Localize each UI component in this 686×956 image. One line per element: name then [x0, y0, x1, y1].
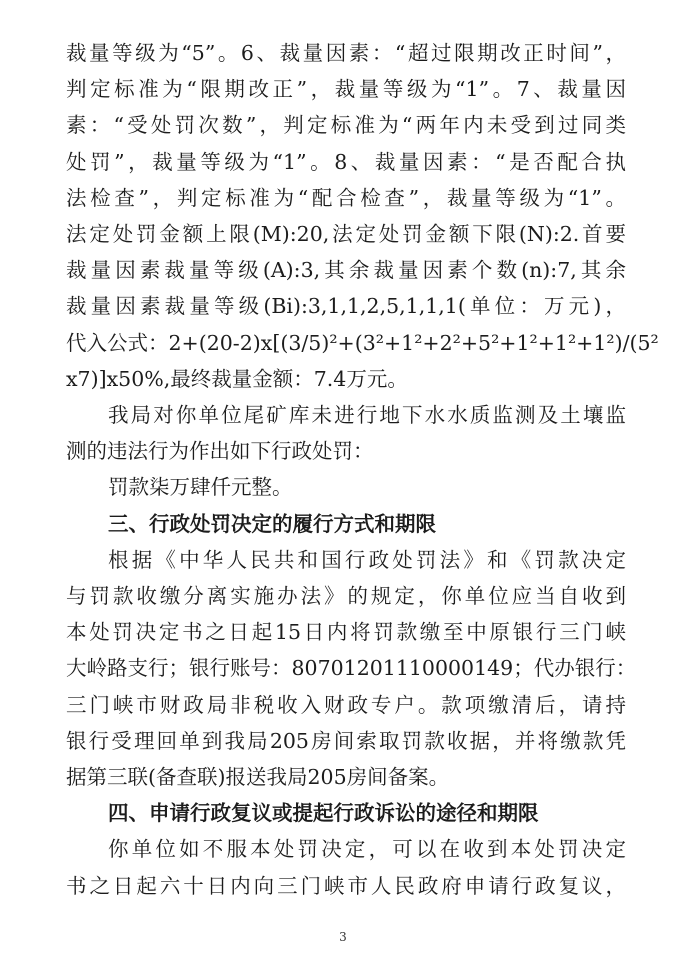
body-line: 裁量因素裁量等级(A):3,其余裁量因素个数(n):7,其余: [66, 258, 626, 283]
paragraph-line: 我局对你单位尾矿库未进行地下水水质监测及土壤监: [108, 403, 626, 427]
paragraph-line: 你单位如不服本处罚决定，可以在收到本处罚决定: [108, 837, 626, 862]
page-number: 3: [339, 930, 347, 944]
body-line: 裁量等级为“5”。6、裁量因素：“超过限期改正时间”，: [66, 41, 626, 65]
body-line: 与罚款收缴分离实施办法》的规定，你单位应当自收到: [66, 584, 626, 608]
body-line: 处罚”，裁量等级为“1”。8、裁量因素：“是否配合执: [66, 149, 626, 174]
body-line: 裁量因素裁量等级(Bi):3,1,1,2,5,1,1,1(单位：万元)，: [66, 294, 626, 319]
body-line: 据第三联(备查联)报送我局205房间备案。: [66, 765, 450, 789]
section-heading-3: 三、行政处罚决定的履行方式和期限: [108, 511, 436, 536]
body-line: 素：“受处罚次数”，判定标准为“两年内未受到过同类: [66, 113, 626, 138]
formula-line: 代入公式：2+(20-2)x[(3/5)²+(3²+1²+2²+5²+1²+1²+1²)/(5²: [66, 330, 659, 355]
body-line: 书之日起六十日内向三门峡市人民政府申请行政复议，: [66, 873, 626, 898]
body-line: 法定处罚金额上限(M):20,法定处罚金额下限(N):2.首要: [66, 222, 626, 246]
section-heading-4: 四、申请行政复议或提起行政诉讼的途径和期限: [108, 801, 539, 826]
body-line: x7)]x50%,最终裁量金额：7.4万元。: [66, 366, 408, 391]
body-line: 测的违法行为作出如下行政处罚：: [66, 439, 374, 464]
body-line: 银行受理回单到我局205房间索取罚款收据，并将缴款凭: [66, 728, 626, 753]
body-line: 法检查”，判定标准为“配合检查”，裁量等级为“1”。: [66, 185, 626, 210]
bank-account-line: 大岭路支行；银行账号：80701201110000149；代办银行：: [66, 656, 637, 681]
body-line: 本处罚决定书之日起15日内将罚款缴至中原银行三门峡: [66, 620, 626, 645]
body-line: 三门峡市财政局非税收入财政专户。款项缴清后，请持: [66, 692, 626, 717]
penalty-amount: 罚款柒万肆仟元整。: [108, 475, 293, 500]
paragraph-line: 根据《中华人民共和国行政处罚法》和《罚款决定: [108, 547, 626, 572]
body-line: 判定标准为“限期改正”，裁量等级为“1”。7、裁量因: [66, 77, 626, 102]
